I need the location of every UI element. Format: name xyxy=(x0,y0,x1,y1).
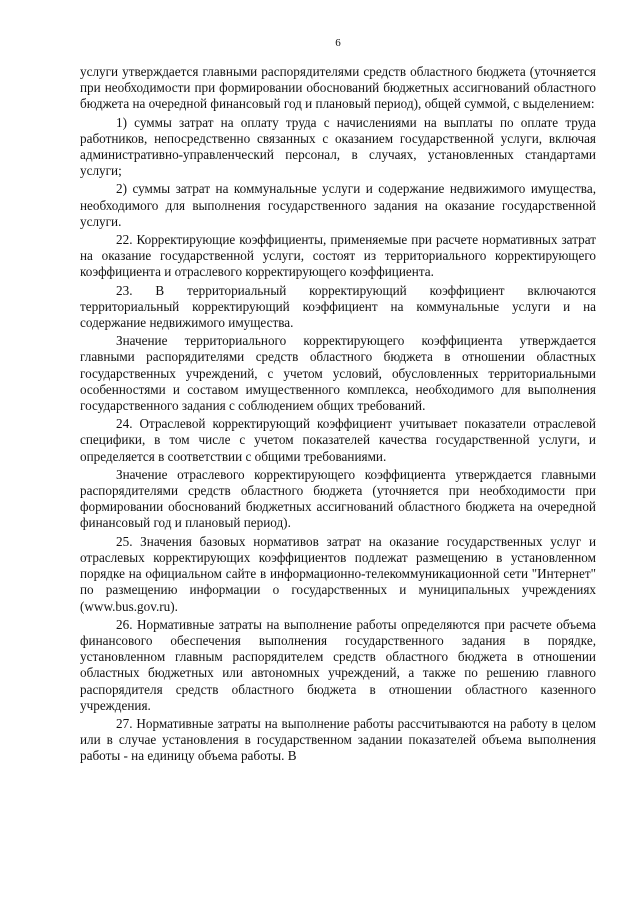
document-page xyxy=(80,36,596,767)
paragraph: 22. Корректирующие коэффициенты, применяемые при расчете нормативных затрат на оказание государственной услуги, состоят из территориального корректирующего коэффициента и отраслевого корректирующего коэффициента. xyxy=(80,232,596,280)
paragraph: 25. Значения базовых нормативов затрат на оказание государственных услуг и отраслевых корректирующих коэффициентов подлежат размещению в установленном порядке на официальном сайте в информационно-телекоммуникационной сети "Интернет" по размещению информации о государственных и муниципальных учреждениях (www.bus.gov.ru). xyxy=(80,533,596,614)
paragraph: 27. Нормативные затраты на выполнение работы рассчитываются на работу в целом или в случае установления в государственном задании показателей объема выполнения работы - на единицу объема работы. В xyxy=(80,715,596,764)
document-body xyxy=(80,64,596,765)
paragraph: Значение отраслевого корректирующего коэффициента утверждается главными распорядителями средств областного бюджета (уточняется при необходимости при формировании обоснований бюджетных ассигнований областного бюджета на очередной финансовый год и плановый период). xyxy=(80,466,596,531)
page-number: 6 xyxy=(335,37,341,49)
paragraph: 2) суммы затрат на коммунальные услуги и содержание недвижимого имущества, необходимого для выполнения государственного задания на оказание государственной услуги. xyxy=(80,181,596,229)
paragraph: Значение территориального корректирующего коэффициента утверждается главными распорядителями средств областного бюджета в отношении областных государственных учреждений, с учетом условий, обусловленных территориальными особенностями и составом имущественного комплекса, необходимого для выполнения государственного задания с соблюдением общих требований. xyxy=(80,333,596,414)
paragraph: 24. Отраслевой корректирующий коэффициент учитывает показатели отраслевой специфики, в том числе с учетом показателей качества государственной услуги, и определяется в соответствии с общими требованиями. xyxy=(80,416,596,464)
paragraph: услуги утверждается главными распорядителями средств областного бюджета (уточняется при необходимости при формировании обоснований бюджетных ассигнований областного бюджета на очередной финансовый год и плановый период), общей суммой, с выделением: xyxy=(80,64,596,112)
paragraph: 1) суммы затрат на оплату труда с начислениями на выплаты по оплате труда работников, непосредственно связанных с оказанием государственной услуги, включая административно-управленческий персонал, в случаях, установленных стандартами услуги; xyxy=(80,114,596,179)
paragraph: 26. Нормативные затраты на выполнение работы определяются при расчете объема финансового обеспечения выполнения государственного задания в порядке, установленном главным распорядителем средств областного бюджета в отношении областных бюджетных или автономных учреждений, а также по решению главного распорядителя средств областного бюджета в отношении областного казенного учреждения. xyxy=(80,616,596,713)
paragraph: 23. В территориальный корректирующий коэффициент включаются территориальный корректирующий коэффициент на коммунальные услуги и на содержание недвижимого имущества. xyxy=(80,282,596,331)
